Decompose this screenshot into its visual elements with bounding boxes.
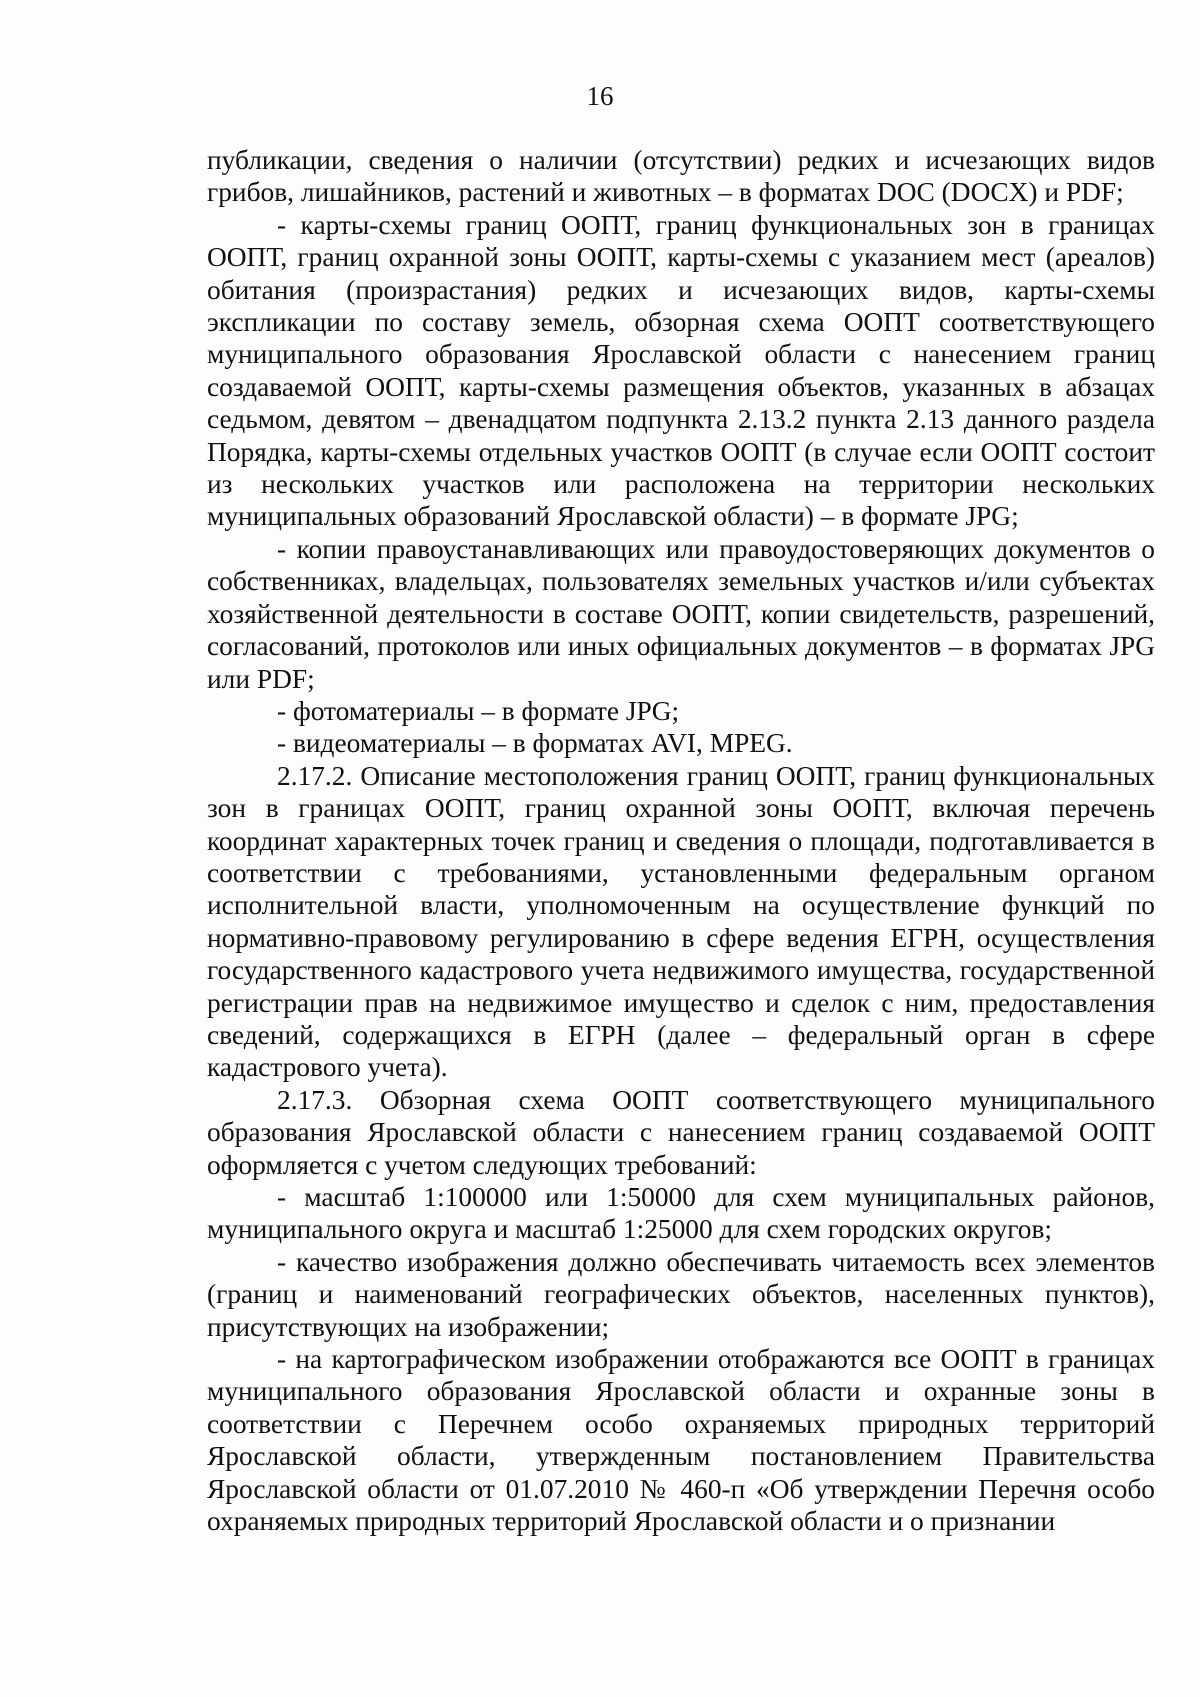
paragraph-scale-requirement: - масштаб 1:100000 или 1:50000 для схем муниципальных районов, муниципального округа и масштаб 1:25000 для схем городских округов; xyxy=(207,1182,1155,1245)
paragraph-map-schemes: - карты-схемы границ ООПТ, границ функциональных зон в границах ООПТ, границ охранной зоны ООПТ, карты-схемы с указанием мест (ареалов) обитания (произрастания) редких и исчезающих видов, карты-схемы экспликации по составу земель, обзорная схема ООПТ соответствующего муниципального образования Ярославской области с нанесением границ создаваемой ООПТ, карты-схемы размещения объектов, указанных в абзацах седьмом, девятом – двенадцатом подпункта 2.13.2 пункта 2.13 данного раздела Порядка, карты-схемы отдельных участков ООПТ (в случае если ООПТ состоит из нескольких участков или расположена на территории нескольких муниципальных образований Ярославской области) – в формате JPG; xyxy=(207,209,1155,532)
paragraph-section-2-17-2: 2.17.2. Описание местоположения границ ООПТ, границ функциональных зон в границах ООПТ, границ охранной зоны ООПТ, включая перечень координат характерных точек границ и сведения о площади, подготавливается в соответствии с требованиями, установленными федеральным органом исполнительной власти, уполномоченным на осуществление функций по нормативно-правовому регулированию в сфере ведения ЕГРН, осуществления государственного кадастрового учета недвижимого имущества, государственной регистрации прав на недвижимое имущество и сделок с ним, предоставления сведений, содержащихся в ЕГРН (далее – федеральный орган в сфере кадастрового учета). xyxy=(207,760,1155,1083)
page-number: 16 xyxy=(586,81,614,111)
paragraph-image-quality: - качество изображения должно обеспечивать читаемость всех элементов (границ и наименований географических объектов, населенных пунктов), присутствующих на изображении; xyxy=(207,1246,1155,1342)
paragraph-video-materials: - видеоматериалы – в форматах AVI, MPEG. xyxy=(277,728,793,759)
document-body xyxy=(207,144,1155,1537)
paragraph-document-copies: - копии правоустанавливающих или правоудостоверяющих документов о собственниках, владельцах, пользователях земельных участков и/или субъектах хозяйственной деятельности в составе ООПТ, копии свидетельств, разрешений, согласований, протоколов или иных официальных документов – в форматах JPG или PDF; xyxy=(207,533,1155,694)
paragraph-photo-materials: - фотоматериалы – в формате JPG; xyxy=(277,695,680,726)
paragraph-section-2-17-3: 2.17.3. Обзорная схема ООПТ соответствующего муниципального образования Ярославской области с нанесением границ создаваемой ООПТ оформляется с учетом следующих требований: xyxy=(207,1084,1155,1180)
paragraph-cartographic-display: - на картографическом изображении отображаются все ООПТ в границах муниципального образования Ярославской области и охранные зоны в соответствии с Перечнем особо охраняемых природных территорий Ярославской области, утвержденным постановлением Правительства Ярославской области от 01.07.2010 № 460-п «Об утверждении Перечня особо охраняемых природных территорий Ярославской области и о признании xyxy=(207,1344,1155,1537)
paragraph-publications-continuation: публикации, сведения о наличии (отсутствии) редких и исчезающих видов грибов, лишайников, растений и животных – в форматах DOC (DOCX) и PDF; xyxy=(207,145,1155,208)
